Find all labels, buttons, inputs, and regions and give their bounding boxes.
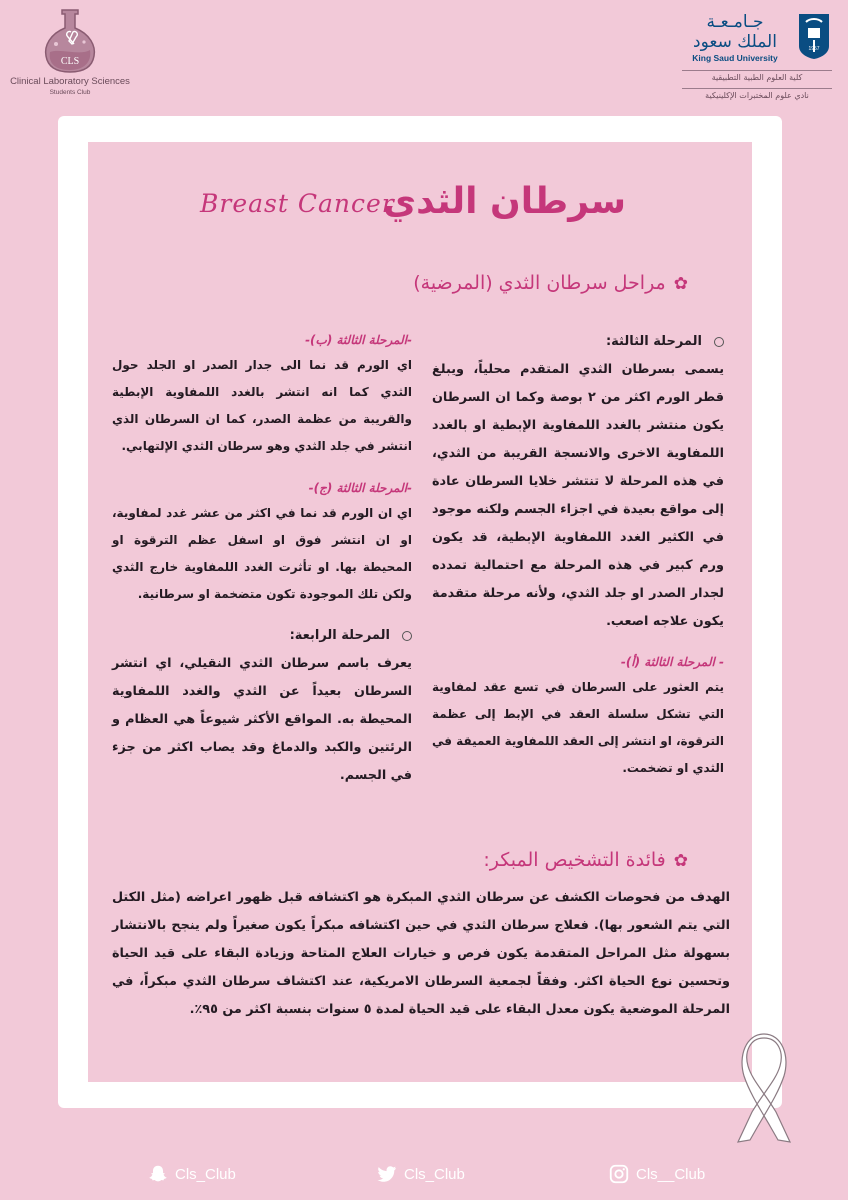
flower-icon: ✿ xyxy=(673,851,688,871)
stages-heading xyxy=(413,268,688,299)
ksu-logo xyxy=(682,10,832,102)
flower-icon: ✿ xyxy=(673,274,688,294)
cls-logo-line2: Students Club xyxy=(49,89,91,96)
stage3b-text: اي الورم قد نما الى جدار الصدر او الجلد حول الثدي كما انه انتشر بالغدد اللمفاوية الإبطية والقريبة من عظمة الصدر، كما ان السرطان الذي انتشر في جلد الثدي وهو سرطان الثدي الإلتهابي. xyxy=(112,358,412,453)
ksu-name-ar-1: جـامـعـة xyxy=(706,12,764,32)
ksu-college: كلية العلوم الطبية التطبيقية xyxy=(711,73,803,82)
instagram-link[interactable] xyxy=(608,1160,705,1188)
stage4-title: المرحلة الرابعة: xyxy=(112,622,412,650)
left-column xyxy=(112,328,412,790)
stage3c-text: اي ان الورم قد نما في اكثر من عشر غدد لمفاوية، او ان انتشر فوق او اسفل عظم الترقوة او المحيطة بها. او تأثرت الغدد اللمفاوية خارج الثدي ولكن تلك الموجودة تكون متضخمة او سرطانية. xyxy=(112,506,412,601)
ksu-divider xyxy=(682,88,832,89)
ksu-divider xyxy=(682,70,832,71)
snapchat-icon xyxy=(147,1163,169,1185)
cls-logo-line1: Clinical Laboratory Sciences xyxy=(10,76,130,87)
circle-bullet-icon xyxy=(402,631,412,641)
cls-badge-text: CLS xyxy=(60,56,80,67)
circle-bullet-icon xyxy=(714,337,724,347)
early-heading xyxy=(483,845,688,876)
svg-text:1957: 1957 xyxy=(808,46,820,52)
snapchat-handle: Cls_Club xyxy=(175,1165,236,1183)
stage3a-text: يتم العثور على السرطان في تسع عقد لمفاوية التي تشكل سلسلة العقد في الإبط إلى عظمة الترقوة، او انتشر إلى العقد اللمفاوية العميقة في الثدي او تضخمت. xyxy=(432,680,724,775)
ksu-name-ar-2: الملك سعود xyxy=(693,32,777,52)
stage3b-title: -المرحلة الثالثة (ب)- xyxy=(305,333,412,347)
ksu-club: نادي علوم المختبرات الإكلينيكية xyxy=(705,91,809,100)
title-arabic: سرطان الثدي xyxy=(383,181,626,222)
twitter-handle: Cls_Club xyxy=(404,1165,465,1183)
snapchat-link[interactable] xyxy=(147,1160,236,1188)
stage3-title: المرحلة الثالثة: xyxy=(432,328,724,356)
title-english: Breast Cancer xyxy=(200,189,395,218)
page-title xyxy=(150,176,710,236)
social-footer xyxy=(0,1160,848,1190)
right-column xyxy=(432,328,724,782)
instagram-icon xyxy=(608,1163,630,1185)
ksu-name-en: King Saud University xyxy=(692,53,778,63)
stage3c-title: -المرحلة الثالثة (ج)- xyxy=(308,481,412,495)
early-heading-text: فائدة التشخيص المبكر: xyxy=(483,849,666,871)
early-text: الهدف من فحوصات الكشف عن سرطان الثدي المبكرة هو اكتشافه قبل ظهور اعراضه (مثل الكتل التي يتم الشعور بها). فعلاج سرطان الثدي في حين اكتشافه مبكراً يكون صغيراً ولم ينجح بالانتشار بسهولة مثل المراحل المتقدمة يكون فرص و خيارات العلاج المتاحة وزيادة البقاء على قيد الحياة وتحسين نوع الحياة اكثر. وفقاً لجمعية السرطان الامريكية، عند اكتشاف سرطان الثدي مبكراً، في المرحلة الموضعية يكون معدل البقاء على قيد الحياة لمدة ٥ سنوات بنسبة اكثر من ٩٥٪. xyxy=(112,890,730,1017)
stages-heading-text: مراحل سرطان الثدي (المرضية) xyxy=(413,272,666,294)
flask-icon xyxy=(40,8,100,74)
cls-logo xyxy=(10,8,130,108)
twitter-link[interactable] xyxy=(376,1160,465,1188)
early-text-block xyxy=(112,884,730,1024)
pink-ribbon-icon xyxy=(724,1030,804,1150)
stage4-text: يعرف باسم سرطان الثدي النقيلي، اي انتشر السرطان بعيداً عن الثدي والغدد اللمفاوية المحيطة به. المواقع الأكثر شيوعاً هي العظام و الرئتين والكبد والدماغ وقد يصاب اكثر من جزء في الجسم. xyxy=(112,656,412,783)
twitter-icon xyxy=(376,1163,398,1185)
stage3a-title: - المرحلة الثالثة (أ)- xyxy=(620,655,724,669)
stage3-text: يسمى بسرطان الثدي المتقدم محلياً، ويبلغ قطر الورم اكثر من ٢ بوصة وكما ان السرطان يكون منتشر بالغدد اللمفاوية الإبطية او بالغدد اللمفاوية الاخرى والانسجة القريبة من الثدي، في هذه المرحلة لا تنتشر خلايا السرطان عادة إلى مواقع بعيدة في اجزاء الجسم ولكنه موجود في الكثير الغدد اللمفاوية الإبطية، قد يكون ورم كبير في هذه المرحلة مع احتمالية تمدده لجدار الصدر او جلد الثدي، ولأنه مرحلة متقدمة يكون علاجه اصعب. xyxy=(432,362,724,629)
instagram-handle: Cls__Club xyxy=(636,1165,706,1183)
ksu-emblem-icon xyxy=(796,12,832,60)
